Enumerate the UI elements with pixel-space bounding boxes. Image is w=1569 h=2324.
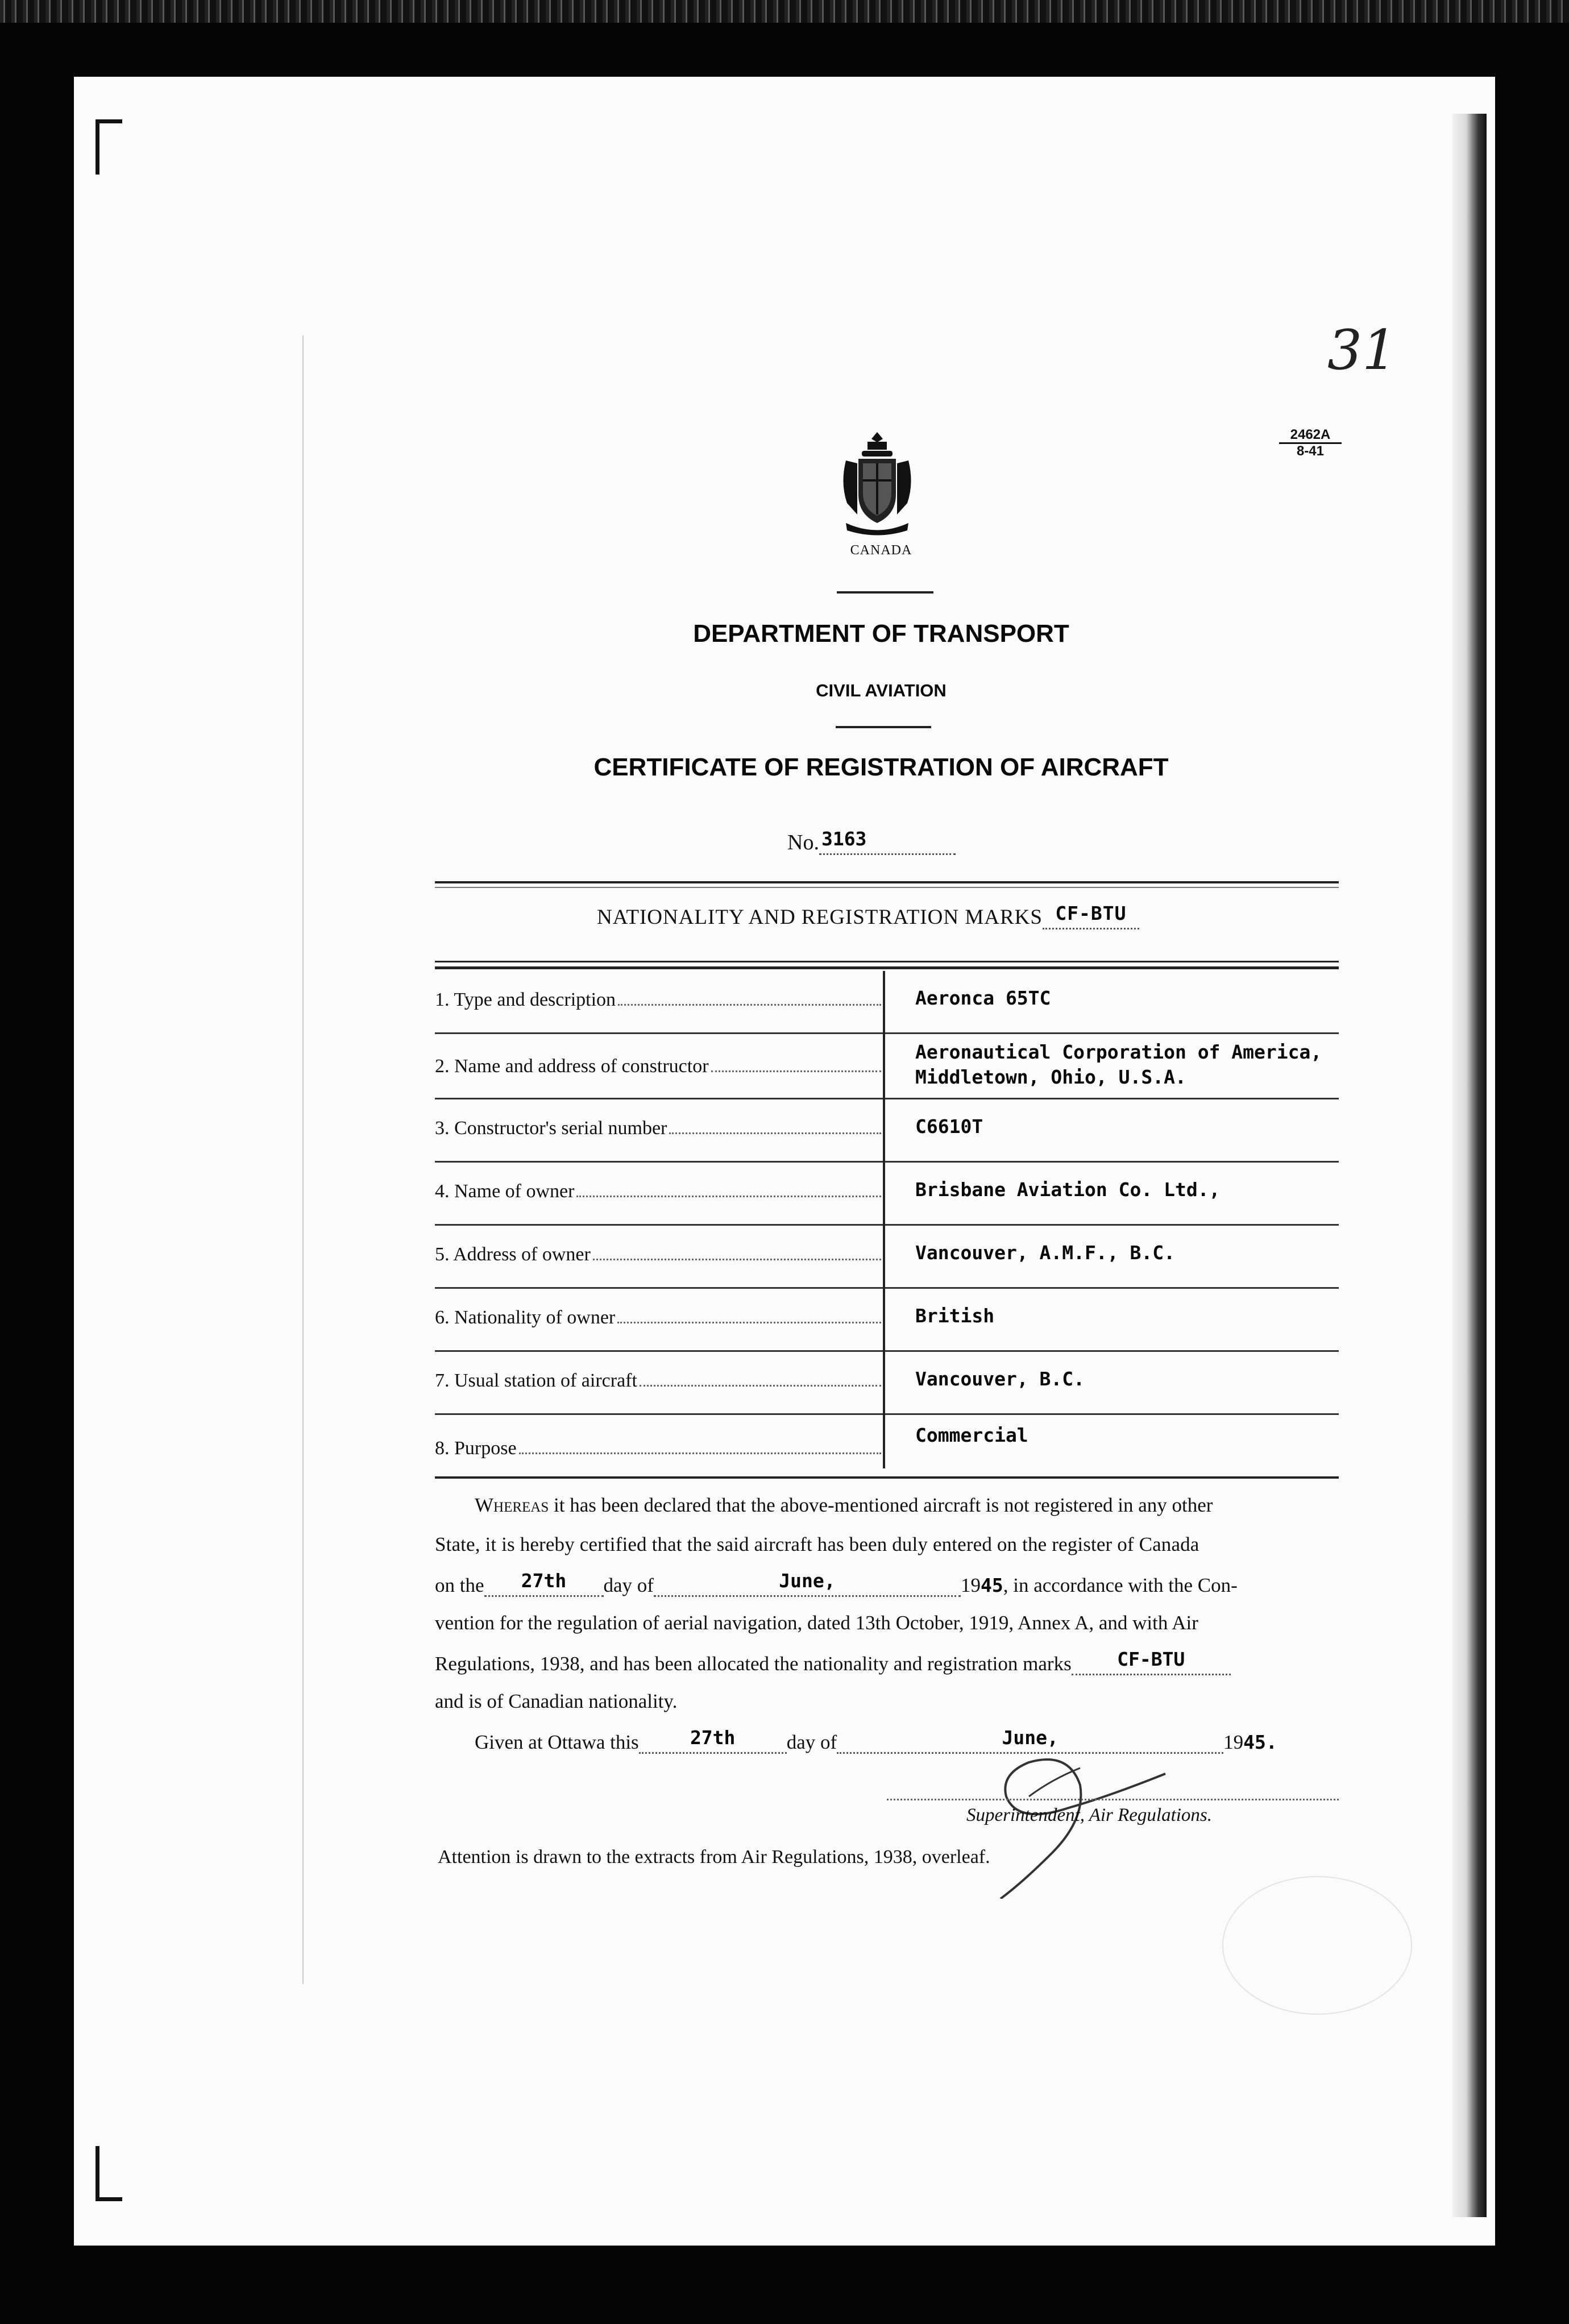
paragraph-text: on the xyxy=(435,1574,484,1596)
aircraft-details-table xyxy=(435,971,1339,1479)
certificate-number xyxy=(787,830,956,855)
rule xyxy=(435,887,1339,888)
row-value: Brisbane Aviation Co. Ltd., xyxy=(915,1178,1221,1201)
form-number-code: 2462A xyxy=(1279,428,1342,444)
division-title: CIVIL AVIATION xyxy=(816,680,947,700)
registration-month: June, xyxy=(779,1570,836,1592)
row-label: 5. Address of owner xyxy=(435,1244,591,1265)
form-number xyxy=(1279,428,1342,459)
table-row xyxy=(435,1034,1339,1099)
signature-line xyxy=(887,1799,1339,1800)
form-number-date: 8-41 xyxy=(1296,443,1325,459)
paragraph-text: Regulations, 1938, and has been allocated the nationality and registration marks xyxy=(435,1653,1072,1675)
paragraph-line: vention for the regulation of aerial navigation, dated 13th October, 1919, Annex A, and with Air xyxy=(435,1612,1198,1634)
divider xyxy=(837,591,933,594)
divider xyxy=(836,726,931,728)
corner-mark-top-left xyxy=(96,119,122,175)
table-row xyxy=(435,1415,1339,1479)
registration-day: 27th xyxy=(521,1570,567,1592)
table-row xyxy=(435,1352,1339,1415)
paragraph-line: State, it is hereby certified that the said aircraft has been duly entered on the register of Canada xyxy=(435,1533,1199,1555)
embossed-seal xyxy=(1222,1876,1412,2015)
registration-marks-line xyxy=(597,902,1139,929)
handwritten-page-number: 31 xyxy=(1327,318,1397,382)
rule xyxy=(435,881,1339,883)
crest-caption: CANADA xyxy=(850,543,912,558)
row-label: 6. Nationality of owner xyxy=(435,1307,616,1328)
certificate-number-value: 3163 xyxy=(821,828,867,850)
canada-coat-of-arms-icon xyxy=(835,429,920,537)
corner-mark-bottom-left xyxy=(96,2146,122,2201)
margin-rule xyxy=(302,335,304,1984)
row-label: 4. Name of owner xyxy=(435,1181,575,1202)
row-label: 3. Constructor's serial number xyxy=(435,1118,667,1139)
signature-title: Superintendent, Air Regulations. xyxy=(966,1805,1213,1825)
paragraph-line: and is of Canadian nationality. xyxy=(435,1690,678,1712)
paragraph-line xyxy=(435,1572,1238,1597)
rule xyxy=(435,966,1339,969)
paragraph-text: Given at Ottawa this xyxy=(475,1731,639,1753)
attention-note: Attention is drawn to the extracts from Air Regulations, 1938, overleaf. xyxy=(438,1846,990,1868)
table-row xyxy=(435,1163,1339,1226)
paragraph-text: 19 xyxy=(960,1574,981,1596)
row-value: Aeronca 65TC xyxy=(915,987,1051,1009)
certificate-title: CERTIFICATE OF REGISTRATION OF AIRCRAFT xyxy=(593,753,1169,781)
department-title: DEPARTMENT OF TRANSPORT xyxy=(693,620,1069,648)
registration-marks-label: NATIONALITY AND REGISTRATION MARKS xyxy=(597,906,1043,929)
film-top-edge xyxy=(0,0,1569,23)
table-row xyxy=(435,971,1339,1034)
rule xyxy=(435,961,1339,962)
paragraph-text: day of xyxy=(603,1574,654,1596)
paragraph-text: 19 xyxy=(1223,1731,1244,1753)
row-label: 1. Type and description xyxy=(435,989,616,1010)
table-column-divider xyxy=(883,971,885,1468)
registration-year: 45 xyxy=(980,1574,1003,1596)
row-value: Vancouver, A.M.F., B.C. xyxy=(915,1242,1175,1264)
paragraph-text: , in accordance with the Con- xyxy=(1003,1574,1238,1596)
paragraph-text: it has been declared that the above-mentioned aircraft is not registered in any other xyxy=(554,1494,1213,1516)
paragraph-line xyxy=(435,1648,1231,1675)
page-right-edge-shadow xyxy=(1452,114,1487,2217)
certificate-number-label: No. xyxy=(787,831,819,854)
registration-marks-inline: CF-BTU xyxy=(1117,1648,1185,1670)
table-row xyxy=(435,1289,1339,1352)
whereas-word: Whereas xyxy=(475,1494,549,1516)
row-value: C6610T xyxy=(915,1115,983,1138)
row-value: Commercial xyxy=(915,1424,1028,1446)
given-year: 45. xyxy=(1243,1731,1277,1753)
table-row xyxy=(435,1226,1339,1289)
row-label: 8. Purpose xyxy=(435,1438,517,1459)
row-label: 7. Usual station of aircraft xyxy=(435,1370,637,1391)
row-value: British xyxy=(915,1305,995,1327)
paragraph-text: day of xyxy=(786,1731,837,1753)
row-label: 2. Name and address of constructor xyxy=(435,1056,709,1077)
row-value: Vancouver, B.C. xyxy=(915,1368,1085,1390)
given-day: 27th xyxy=(690,1727,736,1749)
paragraph-line xyxy=(475,1494,1213,1517)
row-value-line: Aeronautical Corporation of America, xyxy=(915,1041,1322,1063)
registration-marks-value: CF-BTU xyxy=(1055,902,1127,924)
row-value-line: Middletown, Ohio, U.S.A. xyxy=(915,1066,1186,1088)
table-row xyxy=(435,1099,1339,1163)
given-month: June, xyxy=(1002,1727,1059,1749)
row-value xyxy=(915,1040,1322,1090)
